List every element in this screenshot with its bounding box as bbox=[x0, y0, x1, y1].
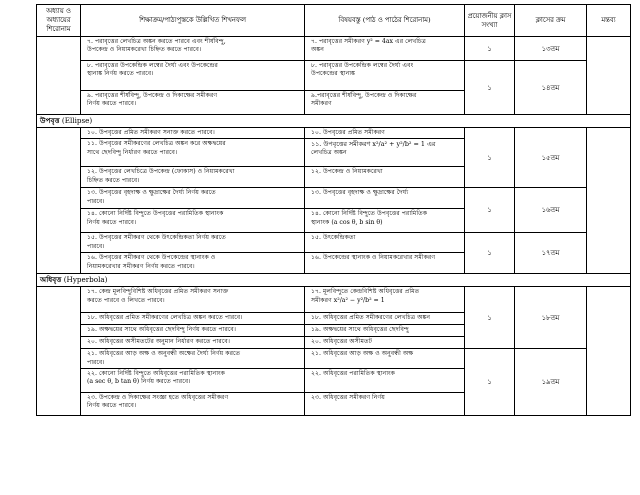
content-cell bbox=[305, 61, 465, 91]
content-cell bbox=[305, 128, 465, 139]
class-count-cell: ১ bbox=[465, 287, 515, 349]
lo-line: নির্ণয় করতে পারবে। bbox=[87, 402, 137, 410]
table-row bbox=[37, 37, 631, 61]
lo-line: (a sec θ, b tan θ) নির্ণয় করতে পারবে। bbox=[87, 378, 191, 386]
lo-line: ২২. কোনো নির্দিষ্ট বিন্দুতে অধিবৃত্তের পরামিতিক স্থানাংক bbox=[87, 370, 225, 378]
table-row bbox=[37, 128, 631, 139]
section-heading-row bbox=[37, 115, 631, 128]
table-row bbox=[37, 349, 631, 369]
content-cell bbox=[305, 139, 465, 167]
remarks-cell bbox=[587, 37, 631, 115]
section-heading-row bbox=[37, 274, 631, 287]
remarks-cell bbox=[587, 128, 631, 274]
lo-line: ১৬. উপবৃত্তের সমীকরণ থেকে উপকেন্দ্রের স্থানাংক ও bbox=[87, 254, 216, 262]
class-count-cell: ১ bbox=[465, 61, 515, 115]
content-line: ১০. উপবৃত্তের প্রমিত সমীকরণ bbox=[311, 129, 385, 136]
header-chapter: অধ্যায় ও অধ্যায়ের শিরোনাম bbox=[37, 5, 81, 37]
content-cell bbox=[305, 188, 465, 209]
header-content: বিষয়বস্তু (পাঠ ও পাঠের শিরোনাম) bbox=[305, 5, 465, 37]
section-title-en: (Ellipse) bbox=[61, 116, 93, 125]
class-count-cell: ১ bbox=[465, 349, 515, 416]
chapter-cell bbox=[37, 37, 81, 115]
content-line: সমীকরণ bbox=[311, 100, 332, 108]
content-line: ১৯. অক্ষদ্বয়ের সাথে অধিবৃত্তের ছেদবিন্দু bbox=[311, 326, 409, 334]
learning-outcome-cell bbox=[81, 313, 305, 325]
content-cell bbox=[305, 37, 465, 61]
header-class-count: প্রয়োজনীয় ক্লাস সংখ্যা bbox=[465, 5, 515, 37]
lo-line: নিয়ামকরেখার সমীকরণ নির্ণয় করতে পারবে। bbox=[87, 262, 195, 270]
content-line: ১৬. উপকেন্দ্রের স্থানাংক ও নিয়ামকরেখার সমীকরণ bbox=[311, 254, 436, 262]
lo-line: সাথে ছেদবিন্দু নির্ধারণ করতে পারবে। bbox=[87, 148, 178, 156]
lo-line: নির্ণয় করতে পারবে। bbox=[87, 100, 137, 108]
learning-outcome-cell bbox=[81, 61, 305, 91]
table-row bbox=[37, 188, 631, 209]
lo-line: ৭. পরাবৃত্তের লেখচিত্র অঙ্কন করতে পারবে এবং শীর্ষবিন্দু, bbox=[87, 38, 226, 45]
learning-outcome-cell bbox=[81, 393, 305, 416]
content-line: ১২. উপকেন্দ্র ও নিয়ামকরেখা bbox=[311, 168, 383, 176]
learning-outcome-cell bbox=[81, 209, 305, 233]
learning-outcome-cell bbox=[81, 91, 305, 115]
learning-outcome-cell bbox=[81, 139, 305, 167]
content-line: ২০. অধিবৃত্তের অসীমতট bbox=[311, 338, 372, 346]
header-remarks: মন্তব্য bbox=[587, 5, 631, 37]
chapter-cell bbox=[37, 128, 81, 274]
content-line: সমীকরণ x²/a² − y²/b² = 1 bbox=[311, 296, 385, 304]
class-count-cell: ১ bbox=[465, 37, 515, 61]
lo-line: ২১. অধিবৃত্তের আড় অক্ষ ও অনুবন্ধী অক্ষের দৈর্ঘ্য নির্ণয় করতে bbox=[87, 350, 241, 358]
content-cell bbox=[305, 369, 465, 393]
lo-line: ১১. উপবৃত্তের সমীকরণের লেখচিত্র অঙ্কন করে অক্ষদ্বয়ের bbox=[87, 140, 226, 148]
learning-outcome-cell bbox=[81, 37, 305, 61]
content-line: ৮. পরাবৃত্তের উপকেন্দ্রিক লম্বের দৈর্ঘ্য এবং bbox=[311, 62, 414, 69]
content-cell bbox=[305, 233, 465, 253]
section-title: অধিবৃত্ত bbox=[40, 275, 62, 285]
lo-line: স্থানাঙ্ক নির্ণয় করতে পারবে। bbox=[87, 70, 154, 78]
lo-line: উপকেন্দ্র ও নিয়ামকরেখা চিহ্নিত করতে পারবে। bbox=[87, 46, 202, 54]
header-learning-outcomes: শিক্ষাক্রম/পাঠ্যপুস্তকে উল্লিখিত শিখনফল bbox=[81, 5, 305, 37]
remarks-cell bbox=[587, 287, 631, 416]
content-cell bbox=[305, 209, 465, 233]
class-count-cell: ১ bbox=[465, 188, 515, 233]
class-order-cell: ১৩তম bbox=[515, 37, 587, 61]
lo-line: চিহ্নিত করতে পারবে। bbox=[87, 176, 140, 184]
header-class-order: ক্লাসের ক্রম bbox=[515, 5, 587, 37]
learning-outcome-cell bbox=[81, 349, 305, 369]
class-count-cell: ১ bbox=[465, 128, 515, 188]
content-line: ১৮. অধিবৃত্তের প্রমিত সমীকরণের লেখচিত্র অঙ্কন bbox=[311, 314, 431, 322]
content-cell bbox=[305, 253, 465, 274]
table-row bbox=[37, 61, 631, 91]
content-line: লেখচিত্র অঙ্কন bbox=[311, 148, 347, 156]
class-order-cell: ১৬তম bbox=[515, 188, 587, 233]
lo-line: পারবে। bbox=[87, 242, 105, 250]
content-line: ২৩. অধিবৃত্তের সমীকরণ নির্ণয় bbox=[311, 394, 385, 402]
lo-line: পারবে। bbox=[87, 358, 105, 366]
content-line: ১৪. কোনো নির্দিষ্ট বিন্দুতে উপবৃত্তের পরামিতিক bbox=[311, 210, 428, 218]
learning-outcome-cell bbox=[81, 253, 305, 274]
content-line: ৭. পরাবৃত্তের সমীকরণ y² = 4ax এর লেখচিত্র bbox=[311, 38, 426, 45]
content-line: ১৭. মূলবিন্দুতে কেন্দ্রবিশিষ্ট অধিবৃত্তের প্রমিত bbox=[311, 288, 420, 296]
content-line: ২২. অধিবৃত্তের পরামিতিক স্থানাংক bbox=[311, 370, 395, 378]
learning-outcome-cell bbox=[81, 337, 305, 349]
learning-outcome-cell bbox=[81, 167, 305, 188]
content-cell bbox=[305, 313, 465, 325]
class-count-cell: ১ bbox=[465, 233, 515, 274]
lo-line: ১৮. অধিবৃত্তের প্রমিত সমীকরণের লেখচিত্র অঙ্কন করতে পারবে। bbox=[87, 314, 243, 322]
content-cell bbox=[305, 325, 465, 337]
content-line: ১৩. উপবৃত্তের বৃহদাক্ষ ও ক্ষুদ্রাক্ষের দৈর্ঘ্য bbox=[311, 189, 409, 197]
lo-line: ১৫. উপবৃত্তের সমীকরণ থেকে উৎকেন্দ্রিকতা নির্ণয় করতে bbox=[87, 234, 226, 242]
header-row bbox=[37, 5, 631, 37]
lo-line: ১৭. কেন্দ্র মূলবিন্দুবিশিষ্ট অধিবৃত্তের প্রমিত সমীকরণ সনাক্ত bbox=[87, 288, 229, 296]
lo-line: ৮. পরাবৃত্তের উপকেন্দ্রিক লম্বের দৈর্ঘ্য এবং উপকেন্দ্রের bbox=[87, 62, 218, 69]
lo-line: ৯. পরাবৃত্তের শীর্ষবিন্দু, উপকেন্দ্র ও দিকাক্ষের সমীকরণ bbox=[87, 92, 218, 99]
class-order-cell: ১৫তম bbox=[515, 128, 587, 188]
content-cell bbox=[305, 393, 465, 416]
lo-line: ১৪. কোনো নির্দিষ্ট বিন্দুতে উপবৃত্তের পরামিতিক স্থানাংক bbox=[87, 210, 224, 218]
class-order-cell: ১৯তম bbox=[515, 349, 587, 416]
table-row bbox=[37, 287, 631, 313]
section-title: উপবৃত্ত bbox=[40, 116, 60, 125]
section-heading-ellipse bbox=[37, 115, 631, 128]
content-line: অঙ্কন bbox=[311, 46, 324, 54]
class-order-cell: ১৭তম bbox=[515, 233, 587, 274]
lesson-plan-table bbox=[36, 4, 631, 416]
lesson-plan-sheet bbox=[36, 4, 630, 491]
lo-line: ২৩. উপকেন্দ্র ও দিকাক্ষের সংজ্ঞা হতে অধিবৃত্তের সমীকরণ bbox=[87, 394, 229, 402]
content-cell bbox=[305, 91, 465, 115]
lo-line: ১৩. উপবৃত্তের বৃহদাক্ষ ও ক্ষুদ্রাক্ষের দৈর্ঘ্য নির্ণয় করতে bbox=[87, 189, 216, 197]
class-order-cell: ১৪তম bbox=[515, 61, 587, 115]
learning-outcome-cell bbox=[81, 369, 305, 393]
section-title-en: (Hyperbola) bbox=[63, 275, 108, 285]
learning-outcome-cell bbox=[81, 128, 305, 139]
content-line: ১১. উপবৃত্তের সমীকরণ x²/a² + y²/b² = 1 এর bbox=[311, 140, 436, 149]
content-cell bbox=[305, 167, 465, 188]
lo-line: পারবে। bbox=[87, 197, 105, 205]
content-line: উপকেন্দ্রের স্থানাঙ্ক bbox=[311, 70, 355, 78]
learning-outcome-cell bbox=[81, 287, 305, 313]
lo-line: ১২. উপবৃত্তের লেখচিত্রে উপকেন্দ্র (ফোকাস) ও নিয়ামকরেখা bbox=[87, 168, 235, 176]
lo-line: ২০. অধিবৃত্তের অসীমতটের অনুমান নির্ধারণ করতে পারবে। bbox=[87, 338, 230, 346]
lo-line: করতে পারবে ও লিখতে পারবে। bbox=[87, 296, 165, 304]
class-order-cell: ১৮তম bbox=[515, 287, 587, 349]
content-line: স্থানাংক (a cos θ, b sin θ) bbox=[311, 218, 383, 226]
content-cell bbox=[305, 287, 465, 313]
content-cell bbox=[305, 337, 465, 349]
content-line: ২১. অধিবৃত্তের আড় অক্ষ ও অনুবন্ধী অক্ষ bbox=[311, 350, 414, 358]
lo-line: ১০. উপবৃত্তের প্রমিত সমীকরণ সনাক্ত করতে পারবে। bbox=[87, 129, 215, 136]
learning-outcome-cell bbox=[81, 325, 305, 337]
content-line: ৯.পরাবৃত্তের শীর্ষবিন্দু, উপকেন্দ্র ও দিকাক্ষের bbox=[311, 92, 417, 99]
chapter-cell bbox=[37, 287, 81, 416]
content-line: ১৫. উৎকেন্দ্রিকতা bbox=[311, 234, 356, 242]
content-cell bbox=[305, 349, 465, 369]
section-heading-hyperbola bbox=[37, 274, 631, 287]
lo-line: ১৯. অক্ষদ্বয়ের সাথে অধিবৃত্তের ছেদবিন্দু নির্ণয় করতে পারবে। bbox=[87, 326, 237, 334]
learning-outcome-cell bbox=[81, 188, 305, 209]
learning-outcome-cell bbox=[81, 233, 305, 253]
table-row bbox=[37, 233, 631, 253]
lo-line: নির্ণয় করতে পারবে। bbox=[87, 218, 137, 226]
